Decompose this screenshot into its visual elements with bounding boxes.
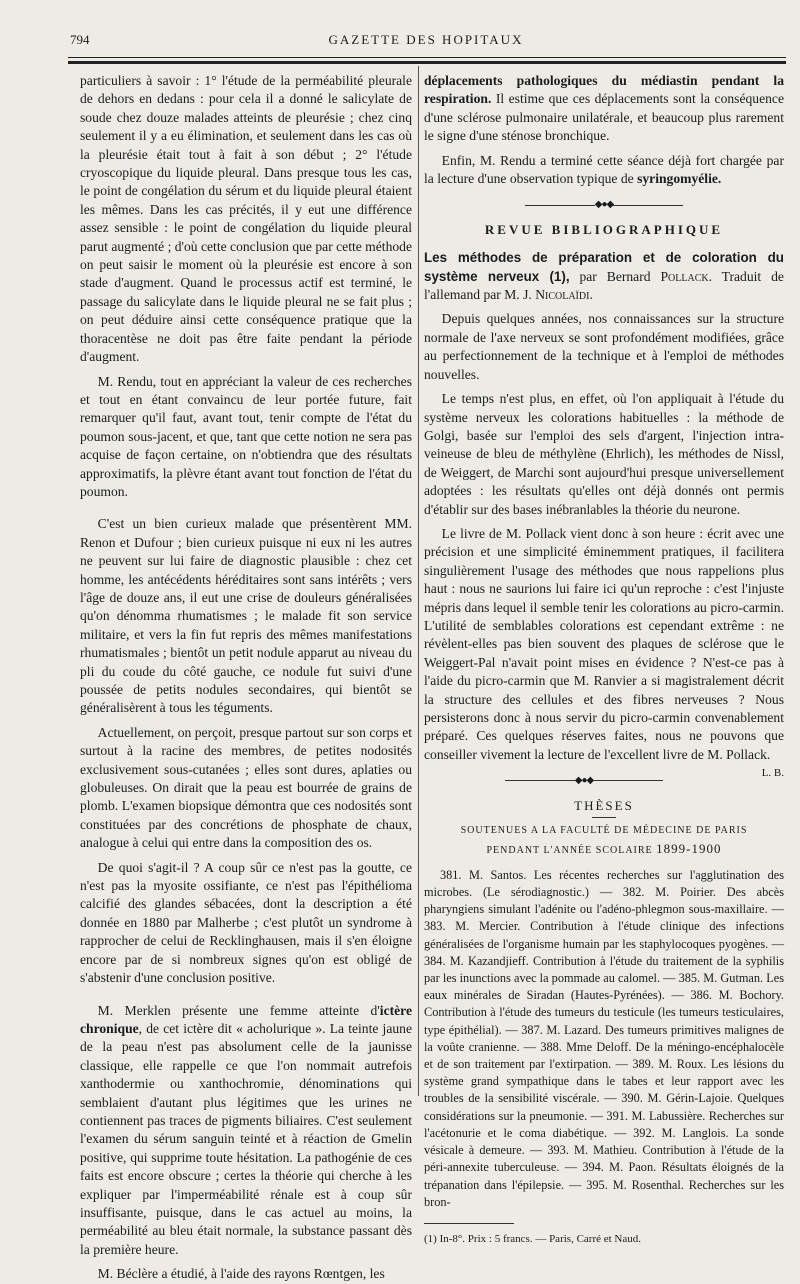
paragraph: M. Rendu, tout en appréciant la valeur de ces recherches et tout en étant convaincu de leur portée future, fait remarquer qu'il faut, avant tout, tenir compte de l'état du poumon sous-jacent, et que, tant que cette notion ne sera pas acquise de façon certaine, on n'obtiendra que des résultats approximatifs, la plèvre étant avant tout fonction de l'état du poumon. — [80, 373, 412, 499]
footnote: (1) In-8°. Prix : 5 francs. — Paris, Carré et Naud. — [424, 1232, 642, 1245]
column-divider — [418, 66, 419, 1096]
paragraph: De quoi s'agit-il ? A coup sûr ce n'est pas la goutte, ce n'est pas la myosite ossifiante, ce n'est pas l'épithélioma calcifié des glandes sébacées, dont la description a été donnée en 1880 par Malherbe ; c'est plutôt un syndrome à rapprocher de celui de Recklinghausen, mais il s'en éloigne encore par de si nombreux signes qu'on est obligé de s'abstenir d'une conclusion positive. — [80, 859, 412, 986]
right-column — [424, 72, 784, 1248]
text-run: Le livre de M. Pollack vient donc à son heure : écrit avec une précision et une simplicité éminemment pratiques, il facilitera singulièrement l'usage des méthodes que nous rappelions plus haut : nous ne saurions lui faire ici qu'un reproche : c'est l'injuste mépris dans lequel il semble tenir les colorations au picro-carmin. L'utilité de semblables colorations est cependant extrême : ne révèlent-elles pas bien souvent des plaques de sclérose que le Weiggert-Pal n'avait point mises en évidence ? N'est-ce pas à l'aide du picro-carmin que M. Ranvier a si magistralement décrit la structure des cellules et des fibres nerveuses ? Nous persisterons donc à nous servir du picro-carmin convenablement préparé. Ces quelques réserves faites, nous ne pouvons que conseiller vivement la lecture de l'excellent livre de M. Pollack. — [424, 525, 784, 762]
running-title: GAZETTE DES HOPITAUX — [328, 32, 524, 47]
theses-subtitle: SOUTENUES A LA FACULTÉ DE MÉDECINE DE PARIS — [460, 825, 748, 837]
author-name: Pollack — [660, 268, 709, 284]
text-run: . — [589, 287, 593, 303]
theses-title: THÈSES — [574, 797, 634, 813]
text-run: . Traduit de l'allemand par M. J. — [424, 268, 784, 303]
text-run: Enfin, M. Rendu a terminé cette séance déjà fort chargée par la lecture d'une observation typique de — [424, 152, 784, 187]
paragraph: Depuis quelques années, nos connaissances sur la structure normale de l'axe nerveux se sont profondément modifiées, grâce au perfectionnement de la technique et à l'emploi de méthodes nouvelles. — [424, 311, 784, 382]
section-ornament: ◆●◆ — [424, 196, 784, 214]
bold-term: déplacements pathologiques du médiastin pendant la respiration. — [424, 73, 784, 107]
paragraph: C'est un bien curieux malade que présentèrent MM. Renon et Dufour ; bien curieux puisque ni eux ni les autres ne peuvent sur lui faire de diagnostic plausible : chez cet homme, les antécédents héréditaires sont sans intérêts ; vers l'âge de douze ans, il eut une crise de douleurs généralisées qu'on dénomma rhumatismes ; le malade fit son service militaire, et vers la fin fut repris des mêmes manifestations rhumatismales ; bientôt un petit nodule apparut au niveau du pli du coude du côté gauche, ce nodule fut suivi d'une poussée de petits nodules secondaires, qui bientôt se généralisèrent à tous les téguments. — [80, 516, 412, 716]
page-number: 794 — [70, 32, 90, 47]
academic-year: 1899-1900 — [656, 841, 722, 857]
text-run: , de cet ictère dit « acholurique ». La teinte jaune de la peau n'est pas absolument celle de la jaunisse classique, elle rappelle ce que l'on nommait autrefois xanthodermie ou xanthochromie, dénominations qui semblaient d'autant plus légitimes que les urines ne contiennent pas traces de pigments biliaires. C'est seulement l'examen du sérum sanguin teinté et à réaction de Gmelin positive, qui supprime toute hésitation. La pathogénie de ces faits est encore obscure ; certes la théorie qui cherche à les expliquer par l'imperméabilité rénale est à coup sûr insuffisante, puisque, dans le cas actuel au moins, la perméabilité au bleu était normale, la substance passant dès la première heure. — [80, 1020, 412, 1257]
page-header — [70, 30, 782, 52]
section-ornament: ◆●◆ — [424, 772, 784, 790]
review-signature: L. B. — [761, 767, 784, 780]
paragraph: particuliers à savoir : 1° l'étude de la perméabilité pleurale de dehors en dedans : pour cela il a donné le salicylate de soude chez douze malades atteints de pleurésie ; chez cinq seulement il y a eu élimination, et seulement dans les cas où la pleurésie était tout à fait à son début ; 2° l'étude cryoscopique du liquide pleural. Dans presque tous les cas, le point de congélation du sérum et du liquide pleural étaient les mêmes. Dans les cas précités, il y eut une différence assez sensible : le point de congélation du liquide pleural parut augmenté ; d'où cette conclusion que par cette méthode on peut saisir le moment où la pleurésie est encore à son stade d'augment. Quand le processus actif est terminé, le passage du salicylate dans le liquide pleural ne se fait plus ; on peut déduire ainsi cette conséquence pratique que la thoracentèse ne doit pas être faite pendant la période d'augment. — [80, 73, 412, 365]
book-title: Les méthodes de préparation et de coloration du système nerveux (1), — [424, 250, 784, 284]
bold-term: ictère chronique — [80, 1002, 412, 1036]
paragraph — [424, 152, 784, 189]
paragraph: Le temps n'est plus, en effet, où l'on appliquait à l'étude du système nerveux les colorations habituelles : la méthode de Golgi, basée sur l'emploi des sels d'argent, l'injection intra-veineuse de bleu de méthylène (Ehrlich), les méthodes de Nissl, de Weiggert, de Marchi sont aujourd'hui presque universellement adoptées : les résultats qu'elles ont déjà donnés ont permis d'établir sur des bases inébranlables la théorie du neurone. — [424, 391, 784, 517]
paragraph: M. Béclère a étudié, à l'aide des rayons Rœntgen, les — [97, 1266, 385, 1282]
translator-name: Nicolaïdi — [535, 287, 590, 303]
theses-list: 381. M. Santos. Les récentes recherches sur l'agglutination des microbes. (Le sérodiagnostic.) — 382. M. Poirier. Des abcès pharyngiens simulant l'adénite ou l'adéno-phlegmon sous-maxillaire. — 383. M. Mercier. Contribution à l'étude clinique des infections généralisées de l'organisme humain par les staphylocoques pyogènes. — 384. M. Kazandjieff. Contribution à l'étude du traitement de la syphilis par les inunctions avec la pommade au calomel. — 385. M. Gutman. Les eaux minérales de Siradan (Hautes-Pyrénées). — 386. M. Bochory. Contribution à l'étude des tumeurs du testicule (les tumeurs testiculaires, type épithélial). — 387. M. Lazard. Des tumeurs primitives malignes de la voûte cranienne. — 388. Mme Deloff. De la méningo-encéphalocèle et de son traitement par l'extirpation. — 389. M. Roux. Les lésions du système grand sympathique dans le tabes et leur rapport avec les troubles de la sensibilité viscérale. — 390. M. Gérin-Lajoie. Quelques considérations sur la pneumonie. — 391. M. Labussière. Recherches sur l'acétonurie et le coma diabétique. — 392. M. Langlois. La sonde vésicale à demeure. — 393. M. Mathieu. Contribution à l'étude de la péri-annexite tuberculeuse. — 394. M. Paon. Résultats éloignés de la trépanation dans l'épilepsie. — 395. M. Rosenthal. Recherches sur les bron- — [424, 867, 784, 1209]
paragraph — [80, 1002, 412, 1260]
theses-subtitle-year — [424, 840, 784, 860]
text-run: par Bernard — [569, 268, 661, 284]
book-citation — [424, 249, 784, 304]
text-run: M. Merklen présente une femme atteinte d' — [97, 1002, 380, 1018]
footnote-rule — [424, 1223, 514, 1224]
small-rule — [592, 817, 616, 818]
section-title: REVUE BIBLIOGRAPHIQUE — [484, 221, 724, 237]
paragraph: Actuellement, on perçoit, presque partout sur son corps et surtout à la racine des membres, de petites nodosités exclusivement sous-cutanées ; elles sont dures, aplaties ou globuleuses. On dirait que la peau est bourrée de grains de plomb. L'examen biopsique démontra que ces nodosités sont constituées par des concrétions de phosphate de chaux, analogue à celui qui entre dans la composition des os. — [80, 724, 412, 851]
text-run: Il estime que ces déplacements sont la conséquence d'une sclérose pulmonaire unilatérale, et beaucoup plus rarement le signe d'une sténose bronchique. — [424, 91, 784, 144]
header-rule-thick — [68, 61, 786, 64]
paragraph — [424, 72, 784, 146]
paragraph — [424, 525, 784, 780]
bold-term: syringomyélie. — [637, 171, 722, 187]
text-run: PENDANT L'ANNÉE SCOLAIRE — [486, 845, 653, 857]
left-column — [80, 72, 412, 1284]
header-rule-thin — [68, 57, 786, 58]
